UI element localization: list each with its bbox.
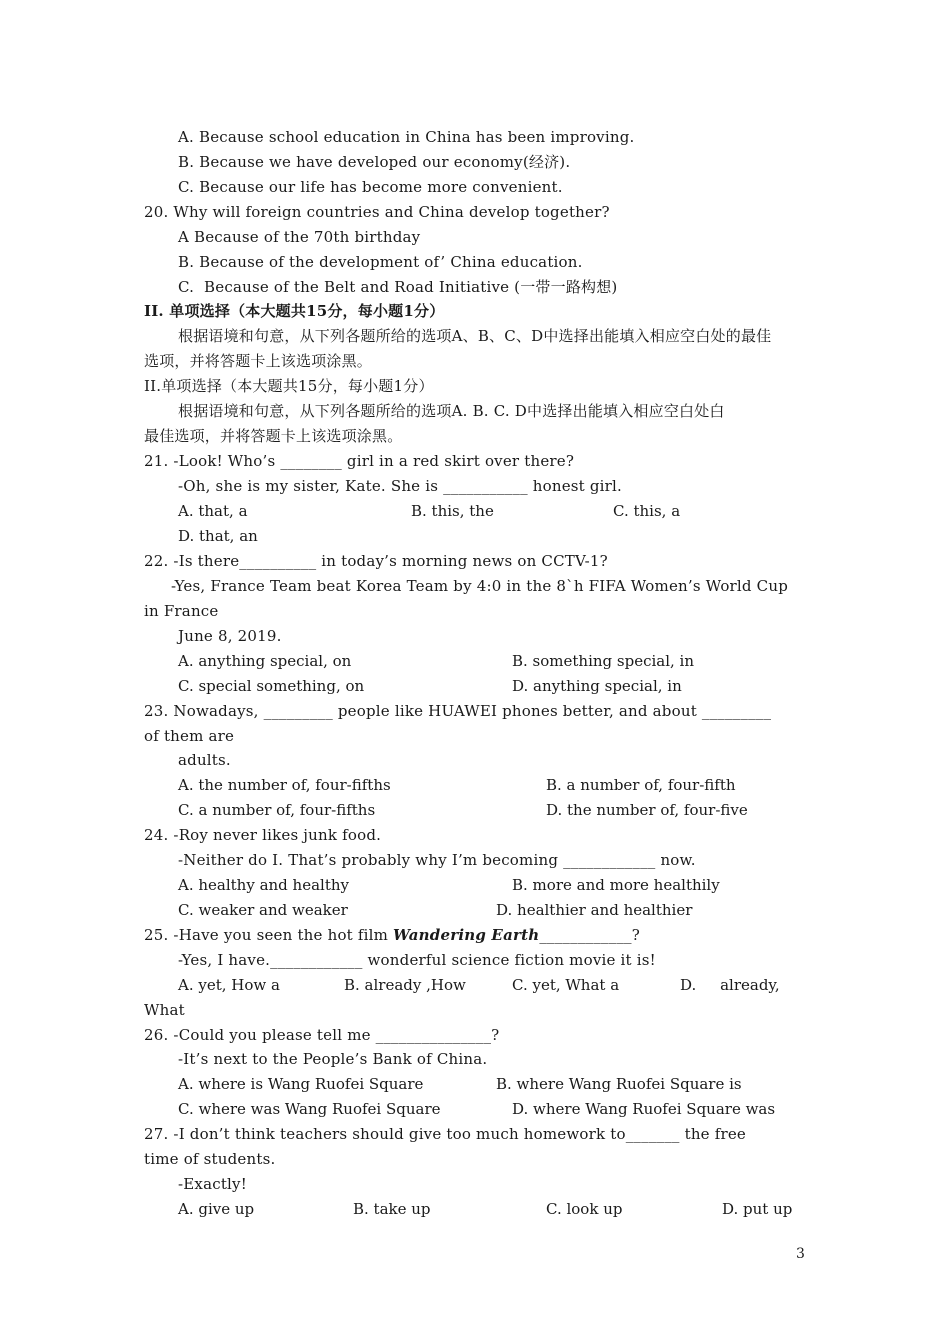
- q27-option-d: D. put up: [722, 1200, 793, 1218]
- q25-option-d-cont: What: [144, 1001, 185, 1019]
- q24-option-c: C. weaker and weaker: [178, 901, 348, 919]
- q26-option-b: B. where Wang Ruofei Square is: [496, 1075, 742, 1093]
- q21-option-a: A. that, a: [178, 502, 248, 520]
- q21-option-c: C. this, a: [613, 502, 681, 520]
- section-instruction2-line1: 根据语境和句意，从下列各题所给的选项A. B. C. D中选择出能填入相应空白处白: [178, 402, 725, 420]
- q24-option-b: B. more and more healthily: [512, 876, 720, 894]
- q20-option-a: A Because of the 70th birthday: [178, 228, 421, 246]
- q25-option-b: B. already ,How: [344, 976, 466, 994]
- q25-line1-pre: 25. -Have you seen the hot film: [144, 926, 394, 944]
- q19-option-b: B. Because we have developed our economy(经济).: [178, 153, 571, 171]
- q26-option-d: D. where Wang Ruofei Square was: [512, 1100, 776, 1118]
- q23-option-a: A. the number of, four-fifths: [178, 776, 391, 794]
- q22-option-c: C. special something, on: [178, 677, 365, 695]
- q27-line3: -Exactly!: [178, 1175, 247, 1193]
- q23-option-d: D. the number of, four-five: [546, 801, 748, 819]
- q23-option-c: C. a number of, four-fifths: [178, 801, 376, 819]
- q25-line2: -Yes, I have.____________ wonderful science fiction movie it is!: [178, 951, 656, 969]
- q20-stem: 20. Why will foreign countries and China develop together?: [144, 203, 610, 221]
- q26-line1: 26. -Could you please tell me _______________?: [144, 1026, 500, 1044]
- q23-option-b: B. a number of, four-fifth: [546, 776, 736, 794]
- q25-line1: [144, 925, 640, 945]
- q24-option-d: D. healthier and healthier: [496, 901, 693, 919]
- q19-option-a: A. Because school education in China has been improving.: [178, 128, 635, 146]
- q27-option-a: A. give up: [178, 1200, 255, 1218]
- q21-line1: 21. -Look! Who’s ________ girl in a red skirt over there?: [144, 452, 575, 470]
- q27-option-c: C. look up: [546, 1200, 623, 1218]
- page-number: 3: [796, 1246, 805, 1262]
- q22-line1: 22. -Is there__________ in today’s morning news on CCTV-1?: [144, 552, 608, 570]
- q26-option-a: A. where is Wang Ruofei Square: [178, 1075, 424, 1093]
- section-instruction-line1: 根据语境和句意，从下列各题所给的选项A、B、C、D中选择出能填入相应空白处的最佳: [178, 327, 772, 345]
- q26-option-c: C. where was Wang Ruofei Square: [178, 1100, 441, 1118]
- q22-option-a: A. anything special, on: [178, 652, 352, 670]
- q25-film-title: Wandering Earth: [393, 926, 540, 944]
- q27-line2: time of students.: [144, 1150, 276, 1168]
- q21-option-d: D. that, an: [178, 527, 258, 545]
- q22-line4: June 8, 2019.: [178, 627, 282, 645]
- q20-option-c: C. Because of the Belt and Road Initiative (一带一路构想): [178, 278, 618, 296]
- q21-line2: -Oh, she is my sister, Kate. She is ___________ honest girl.: [178, 477, 623, 495]
- section-instruction-line2: 选项，并将答题卡上该选项涂黑。: [144, 352, 373, 370]
- q23-line3: adults.: [178, 751, 231, 769]
- q26-line2: -It’s next to the People’s Bank of China.: [178, 1050, 488, 1068]
- q25-option-d: D. already,: [680, 976, 780, 994]
- q27-option-b: B. take up: [353, 1200, 431, 1218]
- q25-option-c: C. yet, What a: [512, 976, 620, 994]
- q22-option-b: B. something special, in: [512, 652, 695, 670]
- q20-option-b: B. Because of the development of’ China education.: [178, 253, 583, 271]
- q24-line1: 24. -Roy never likes junk food.: [144, 826, 382, 844]
- q25-option-a: A. yet, How a: [178, 976, 280, 994]
- q27-line1: 27. -I don’t think teachers should give too much homework to_______ the free: [144, 1125, 747, 1143]
- q22-option-d: D. anything special, in: [512, 677, 682, 695]
- q23-line1: 23. Nowadays, _________ people like HUAWEI phones better, and about _________: [144, 702, 772, 720]
- q21-option-b: B. this, the: [411, 502, 494, 520]
- section-instruction2-line2: 最佳选项，并将答题卡上该选项涂黑。: [144, 427, 403, 445]
- section-heading-repeat: II.单项选择（本大题共15分，每小题1分）: [144, 377, 434, 395]
- q25-line1-post: ____________?: [539, 926, 640, 944]
- q19-option-c: C. Because our life has become more convenient.: [178, 178, 563, 196]
- q24-line2: -Neither do I. That’s probably why I’m becoming ____________ now.: [178, 851, 696, 869]
- q24-option-a: A. healthy and healthy: [178, 876, 349, 894]
- q22-line3: in France: [144, 602, 219, 620]
- section-heading: II. 单项选择（本大题共15分，每小题1分）: [144, 302, 445, 320]
- q23-line2: of them are: [144, 727, 235, 745]
- q22-line2: -Yes, France Team beat Korea Team by 4:0 in the 8`h FIFA Women’s World Cup: [171, 577, 789, 595]
